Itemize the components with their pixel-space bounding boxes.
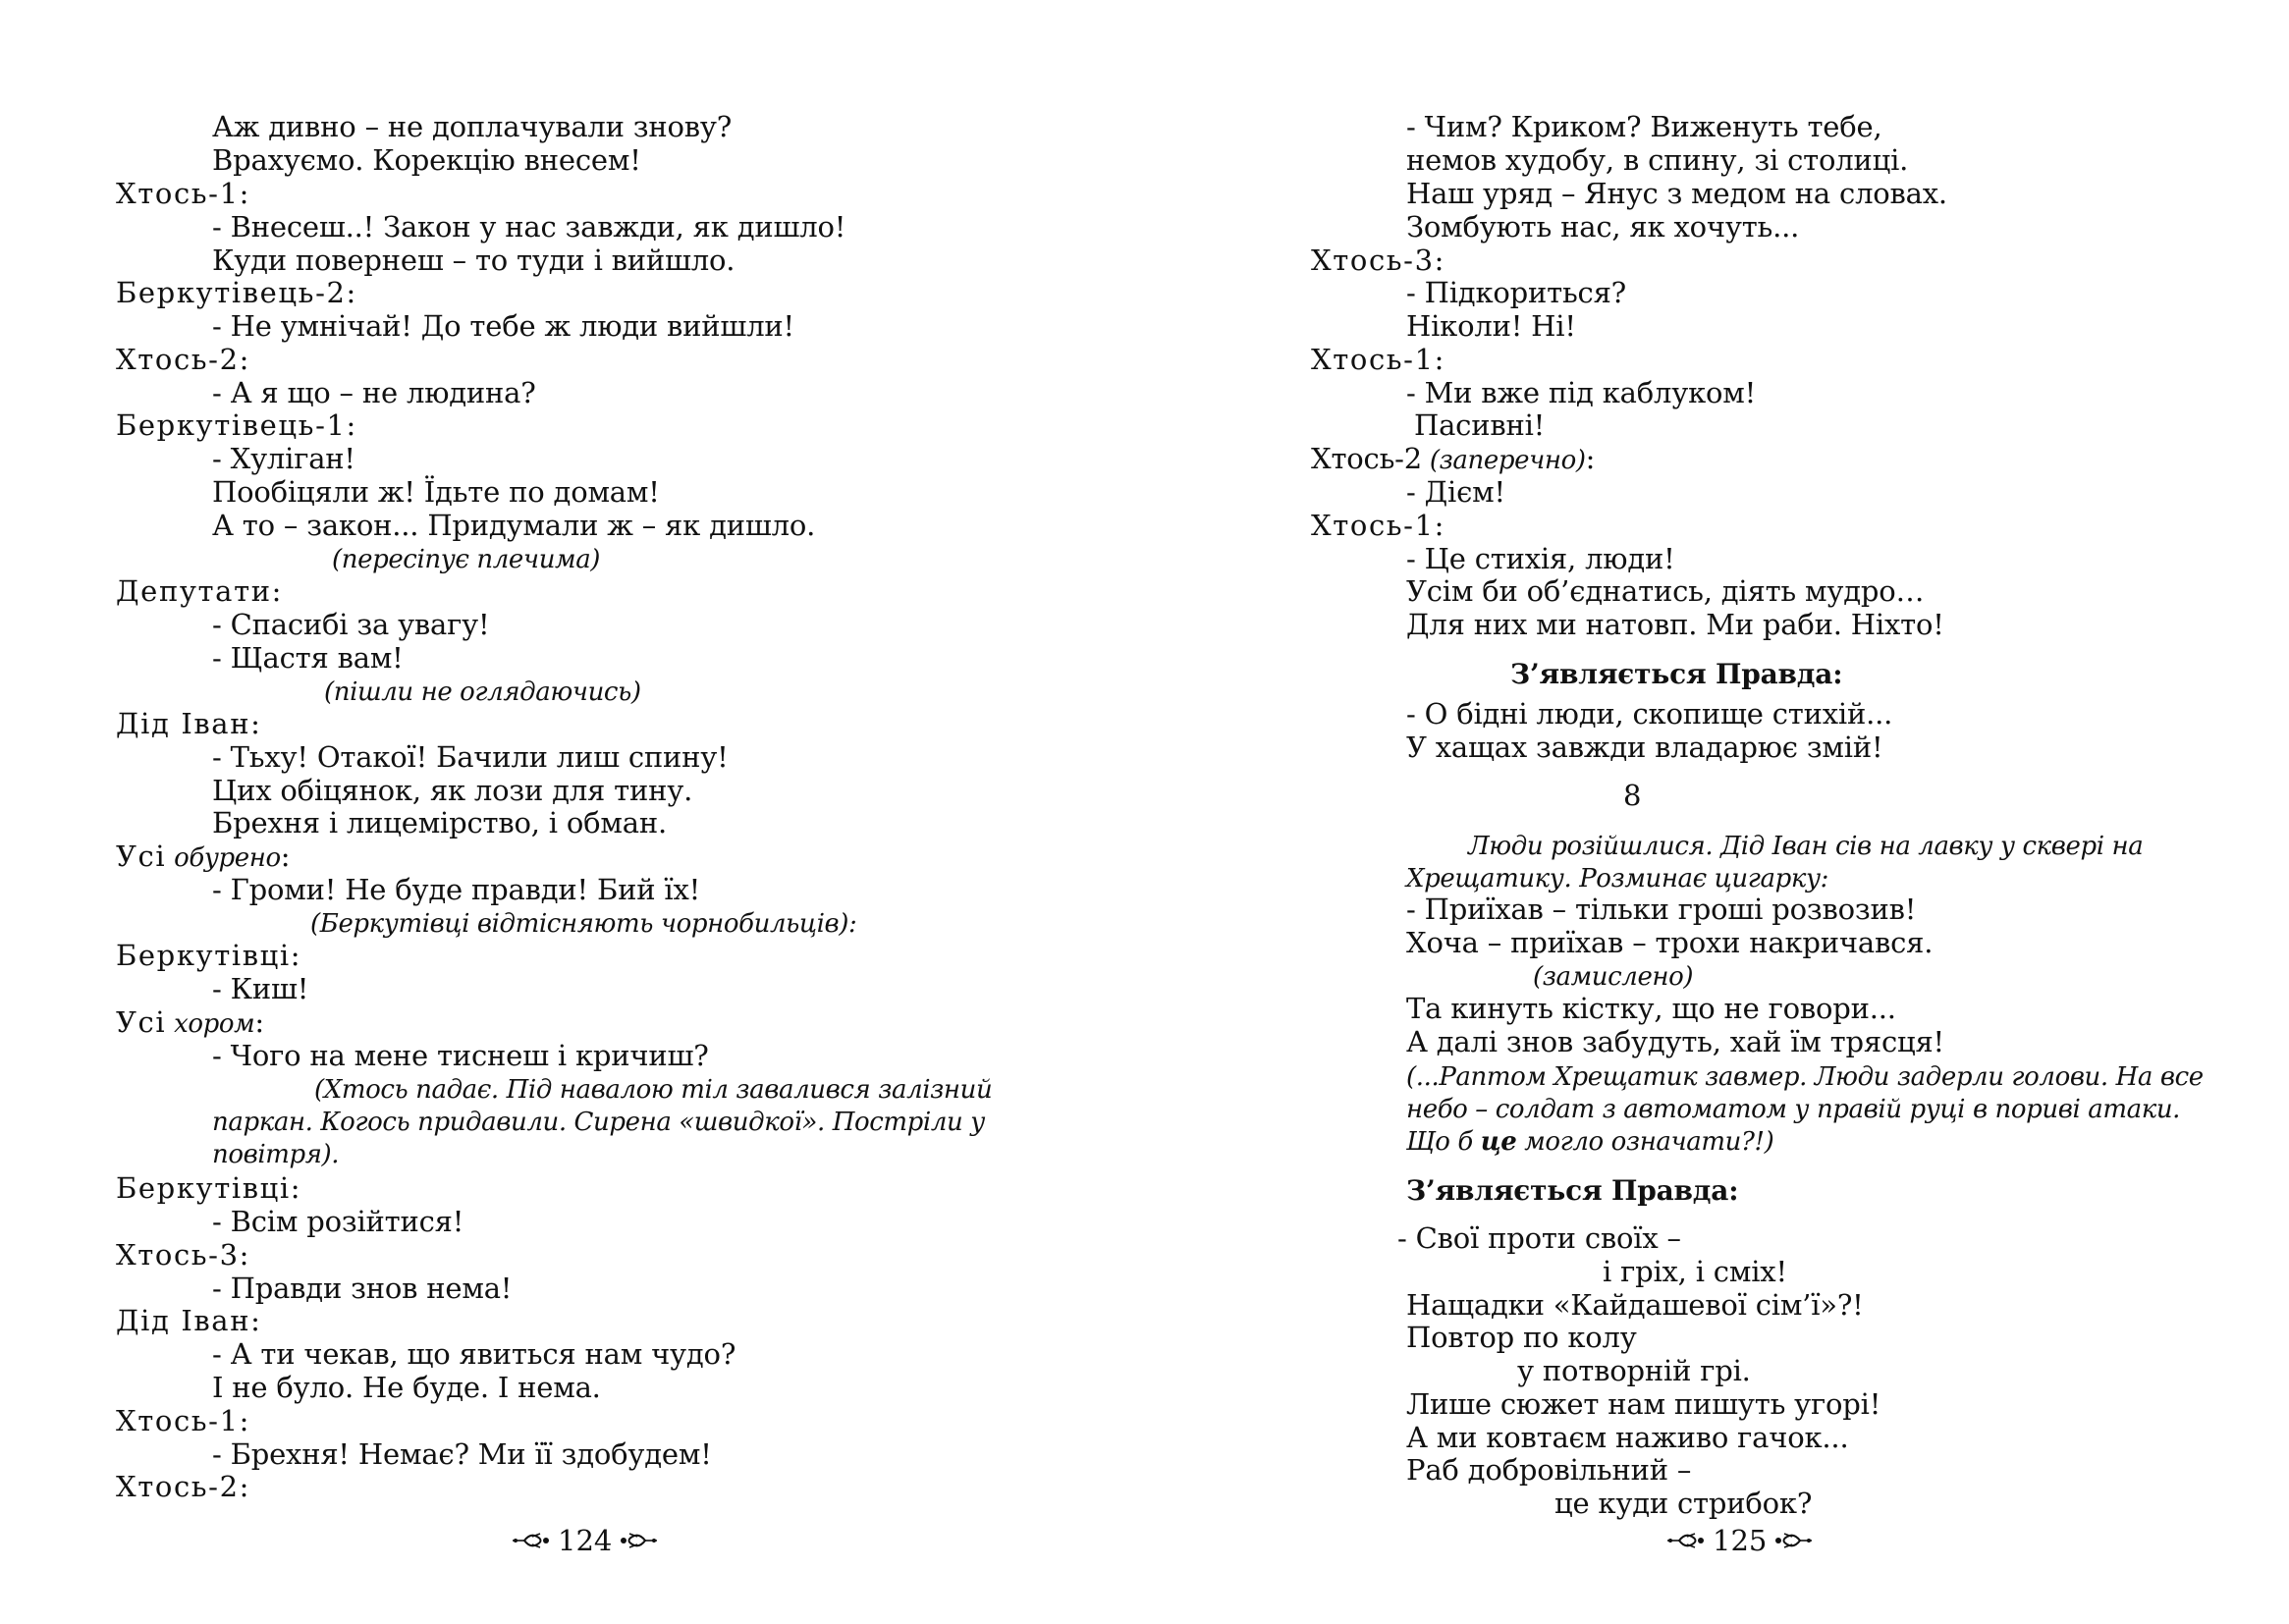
speaker-label (116, 1005, 264, 1041)
speaker-colon: : (254, 1005, 264, 1039)
section-heading: З’являється Правда: (1510, 658, 1843, 690)
section-heading: З’являється Правда: (1406, 1174, 1739, 1207)
verse-line: - Внесеш..! Закон у нас завжди, як дишло! (212, 210, 846, 244)
verse-line: А то – закон... Придумали ж – як дишло. (212, 509, 816, 542)
floral-ornament-icon (1665, 1531, 1707, 1550)
verse-line: Усім би об’єднатись, діять мудро… (1406, 574, 1925, 608)
verse-line: це куди стрибок? (1554, 1487, 1813, 1520)
verse-line: - Щастя вам! (212, 641, 404, 675)
stage-direction (1406, 1125, 1773, 1159)
verse-line: - Чого на мене тиснеш і кричиш? (212, 1039, 709, 1072)
stage-direction: (пересіпує плечима) (332, 545, 601, 574)
page-number-footer (511, 1524, 659, 1557)
page-number-footer (1665, 1524, 1814, 1557)
speaker-label: Хтось-1: (116, 177, 250, 210)
speaker-label: Беркутівці: (116, 939, 302, 972)
verse-line: - Хуліган! (212, 442, 355, 475)
stage-direction: паркан. Когось придавили. Сирена «швидкої». Постріли у (212, 1108, 985, 1137)
verse-line: і гріх, і сміх! (1603, 1255, 1787, 1288)
verse-line: Ніколи! Ні! (1406, 309, 1576, 343)
verse-line: Раб добровільний – (1406, 1453, 1692, 1487)
verse-line: Хоча – приїхав – трохи накричався. (1406, 926, 1934, 959)
stage-direction-text: Що б (1406, 1127, 1481, 1157)
speaker-colon: : (1585, 442, 1596, 475)
speaker-label (1311, 442, 1595, 477)
verse-line: - Тьху! Отакої! Бачили лиш спину! (212, 740, 729, 774)
stage-direction-text: могло означати?!) (1516, 1127, 1774, 1157)
verse-line: - Киш! (212, 972, 309, 1005)
speaker-name: Хтось-2 (1311, 442, 1423, 475)
speaker-label: Дід Іван: (116, 1304, 262, 1337)
verse-line: - Спасибі за увагу! (212, 608, 490, 641)
page-number: 125 (1713, 1524, 1768, 1557)
verse-line: А ми ковтаєм наживо гачок... (1406, 1421, 1849, 1454)
verse-line: У хащах завжди владарює змій! (1406, 731, 1883, 764)
verse-line: - Приїхав – тільки гроші розвозив! (1406, 893, 1917, 926)
verse-line: Аж дивно – не доплачували знову? (212, 110, 733, 143)
page-number: 124 (558, 1524, 613, 1557)
verse-line: Пасивні! (1414, 408, 1546, 442)
verse-line: - Ми вже під каблуком! (1406, 376, 1757, 409)
verse-line: Зомбують нас, як хочуть... (1406, 210, 1800, 244)
verse-line: Лише сюжет нам пишуть угорі! (1406, 1387, 1881, 1421)
verse-line: Нащадки «Кайдашевої сім’ї»?! (1406, 1288, 1864, 1322)
verse-line: Наш уряд – Янус з медом на словах. (1406, 177, 1947, 210)
stage-direction: Люди розійшлися. Дід Іван сів на лавку у сквері на (1468, 832, 2144, 861)
verse-line: Для них ми натовп. Ми раби. Ніхто! (1406, 608, 1944, 641)
verse-line: Пообіцяли ж! Їдьте по домам! (212, 475, 660, 509)
verse-line: - Не умнічай! До тебе ж люди вийшли! (212, 309, 794, 343)
verse-line: - Правди знов нема! (212, 1272, 513, 1305)
verse-line: Та кинуть кістку, що не говори... (1406, 992, 1896, 1025)
verse-line: Куди повернеш – то туди і вийшло. (212, 244, 736, 277)
verse-line: Повтор по колу (1406, 1321, 1637, 1354)
speaker-label: Хтось-2: (116, 1470, 250, 1503)
verse-line: Цих обіцянок, як лози для тину. (212, 774, 693, 807)
verse-line: - Чим? Криком? Виженуть тебе, (1406, 110, 1882, 143)
stage-direction: (Хтось падає. Під навалою тіл завалився залізний (314, 1075, 993, 1105)
verse-line: - Свої проти своїх – (1397, 1221, 1681, 1255)
verse-line: - Громи! Не буде правди! Бий їх! (212, 873, 701, 906)
verse-line: немов худобу, в спину, зі столиці. (1406, 143, 1909, 177)
scene-number: 8 (1623, 779, 1642, 812)
speaker-colon: : (280, 839, 291, 873)
verse-line: - Всім розійтися! (212, 1205, 464, 1238)
verse-line: - А ти чекав, що явиться нам чудо? (212, 1337, 736, 1371)
floral-ornament-icon (1772, 1531, 1814, 1550)
verse-line: А далі знов забудуть, хай їм трясця! (1406, 1025, 1944, 1058)
speaker-manner: обурено (166, 843, 281, 873)
speaker-label (116, 839, 290, 875)
verse-line: - О бідні люди, скопище стихій... (1406, 697, 1893, 731)
right-page (1144, 0, 2289, 1624)
stage-direction: Хрещатику. Розминає цигарку: (1406, 864, 1829, 893)
floral-ornament-icon (511, 1531, 552, 1550)
speaker-label: Хтось-2: (116, 343, 250, 376)
speaker-label: Депутати: (116, 574, 284, 608)
left-page (0, 0, 1144, 1624)
speaker-label: Хтось-1: (1311, 343, 1445, 376)
stage-direction: небо – солдат з автоматом у правій руці в пориві атаки. (1406, 1095, 2181, 1124)
speaker-label: Хтось-3: (1311, 244, 1445, 277)
speaker-name: Усі (116, 1005, 167, 1039)
verse-line: Врахуємо. Корекцію внесем! (212, 143, 641, 177)
speaker-manner: хором (166, 1009, 255, 1039)
speaker-name: Усі (116, 839, 167, 873)
verse-line: - Дієм! (1406, 475, 1505, 509)
speaker-label: Беркутівець-1: (116, 408, 357, 442)
stage-direction: повітря). (212, 1140, 340, 1169)
verse-line: І не було. Не буде. І нема. (212, 1371, 601, 1404)
speaker-label: Беркутівці: (116, 1171, 302, 1205)
verse-line: - Підкориться? (1406, 276, 1627, 309)
stage-direction: (...Раптом Хрещатик завмер. Люди задерли голови. На все (1406, 1062, 2204, 1092)
speaker-manner: (заперечно) (1422, 446, 1586, 475)
emphasis-word: це (1480, 1127, 1517, 1157)
verse-line: - А я що – не людина? (212, 376, 536, 409)
stage-direction: (пішли не оглядаючись) (324, 677, 641, 707)
floral-ornament-icon (618, 1531, 659, 1550)
speaker-label: Хтось-1: (1311, 509, 1445, 542)
stage-direction: (замислено) (1533, 962, 1694, 992)
verse-line: - Це стихія, люди! (1406, 542, 1675, 575)
speaker-label: Дід Іван: (116, 707, 262, 740)
speaker-label: Беркутівець-2: (116, 276, 357, 309)
verse-line: Брехня і лицемірство, і обман. (212, 806, 667, 839)
speaker-label: Хтось-3: (116, 1238, 250, 1272)
stage-direction: (Беркутівці відтісняють чорнобильців): (310, 909, 857, 939)
speaker-label: Хтось-1: (116, 1404, 250, 1437)
verse-line: - Брехня! Немає? Ми її здобудем! (212, 1437, 712, 1471)
verse-line: у потворній грі. (1517, 1354, 1751, 1387)
